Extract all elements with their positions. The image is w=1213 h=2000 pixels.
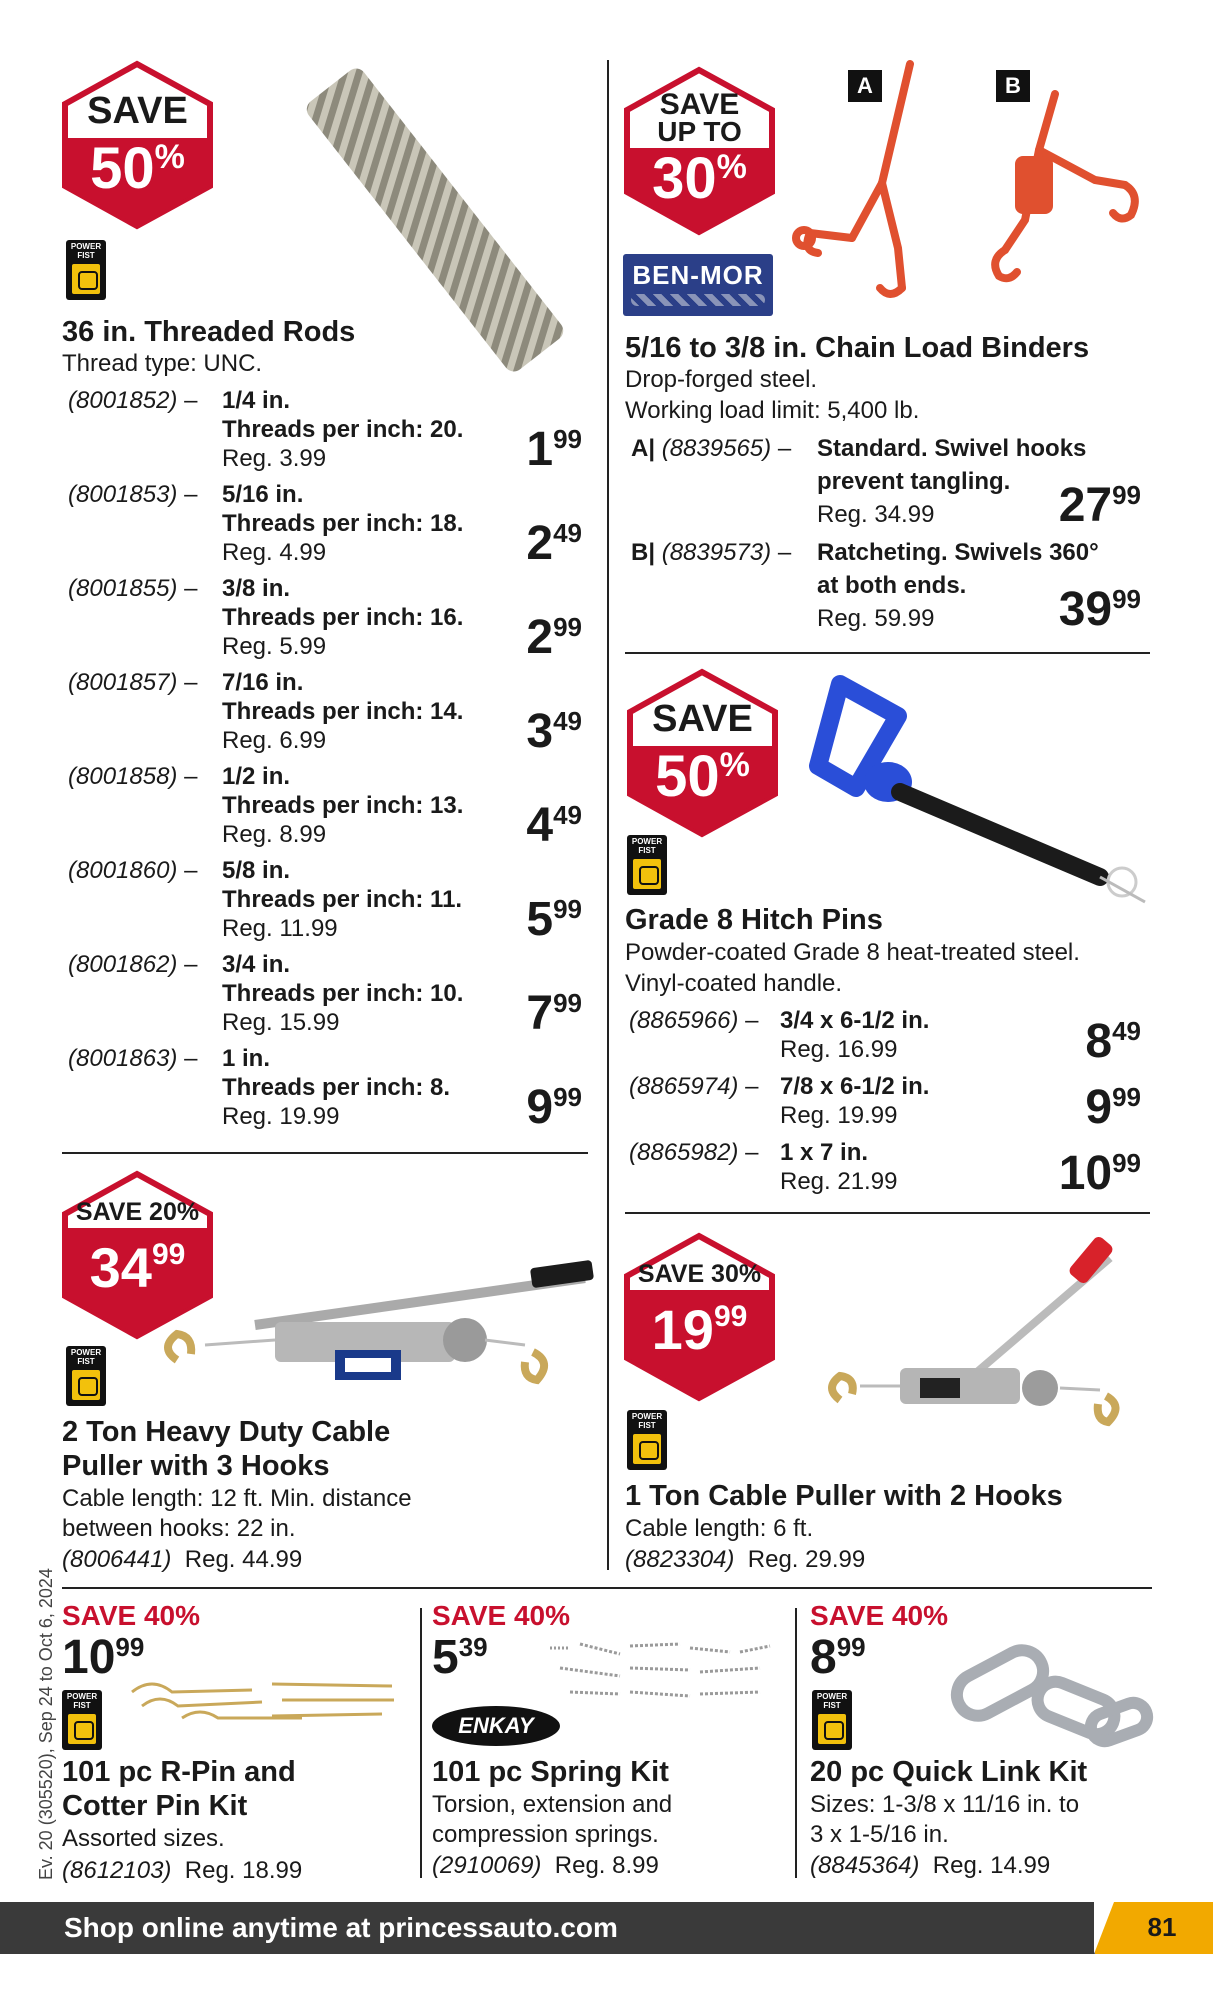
binders-line2: Working load limit: 5,400 lb. [625, 397, 920, 424]
item-desc: prevent tangling. [817, 468, 1011, 495]
dash: – [184, 575, 198, 602]
divider-rods [62, 1152, 588, 1154]
power-fist-logo: POWER FIST [66, 1346, 106, 1406]
product-subtitle-rods: Thread type: UNC. [62, 350, 263, 377]
save-badge-rods [60, 60, 215, 230]
puller2-line2: between hooks: 22 in. [62, 1515, 296, 1542]
sale-price: 199 [526, 423, 582, 476]
sku: (2910069) [432, 1852, 542, 1879]
badge-save-label: SAVE 30% [637, 1260, 762, 1288]
list-item [62, 1044, 592, 1138]
product-title-binders: 5/16 to 3/8 in. Chain Load Binders [625, 332, 1090, 364]
item-letter: B| [631, 539, 656, 566]
hitch-list [625, 1006, 1153, 1206]
binders-list [625, 434, 1153, 644]
binder-label-b: B [996, 70, 1030, 102]
sku: (8001857) [68, 669, 178, 696]
dash: – [745, 1007, 759, 1034]
threads: Threads per inch: 16. [222, 604, 464, 631]
flyer-edition-text: Ev. 20 (305520), Sep 24 to Oct 6, 2024 [36, 1568, 56, 1880]
sku: (8006441) [62, 1546, 172, 1573]
product-title-rods: 36 in. Threaded Rods [62, 316, 356, 348]
sale-price: 999 [526, 1081, 582, 1134]
badge-dollars: 19 [651, 1298, 714, 1361]
list-item [625, 1138, 1153, 1204]
divider-binders [625, 652, 1150, 654]
size: 5/8 in. [222, 857, 291, 884]
sale-price: 799 [526, 987, 582, 1040]
binder-label-a: A [848, 70, 882, 102]
product-title-2ton-line2: Puller with 3 Hooks [62, 1450, 330, 1482]
size: 7/16 in. [222, 669, 304, 696]
item-desc: at both ends. [817, 572, 967, 599]
ben-mor-logo: BEN-MOR [623, 254, 773, 316]
divider-bottom [62, 1587, 1152, 1589]
r-pin-image [122, 1672, 402, 1732]
sale-price: 1099 [1058, 1147, 1141, 1200]
dash: – [745, 1139, 759, 1166]
product-title-qlink: 20 pc Quick Link Kit [810, 1756, 1088, 1788]
column-divider [607, 60, 609, 1570]
sku: (8001852) [68, 387, 178, 414]
qlink-sku-reg [810, 1851, 1050, 1881]
badge-percent: 50 [655, 744, 720, 809]
reg-price: Reg. 19.99 [780, 1102, 898, 1129]
product-title-hitch: Grade 8 Hitch Pins [625, 904, 883, 936]
badge-percent-sign: % [154, 138, 185, 176]
sale-price: 3999 [1058, 583, 1141, 636]
list-item [62, 762, 592, 856]
reg-price: Reg. 29.99 [747, 1546, 866, 1573]
dash: – [184, 481, 198, 508]
item-desc: Standard. Swivel hooks [817, 435, 1087, 462]
power-fist-logo: POWER FIST [627, 1410, 667, 1470]
load-binder-a-image [790, 58, 940, 308]
hitch-pin-image [800, 672, 1160, 922]
reg-price: Reg. 18.99 [184, 1857, 303, 1884]
footer-bar [0, 1902, 1213, 1954]
dash: – [184, 951, 198, 978]
sale-price-spring: 539 [432, 1631, 488, 1684]
badge-percent-sign: % [716, 148, 747, 186]
save-label-rpin: SAVE 40% [62, 1600, 200, 1631]
list-item [62, 574, 592, 668]
product-title-2ton-line1: 2 Ton Heavy Duty Cable [62, 1416, 391, 1448]
puller1-sku-reg [625, 1545, 865, 1575]
size: 1 in. [222, 1045, 271, 1072]
dash: – [777, 435, 792, 462]
sku: (8001855) [68, 575, 178, 602]
price-badge-1ton [622, 1232, 777, 1402]
rods-list [62, 386, 592, 1146]
dash: – [184, 857, 198, 884]
sku: (8839573) [661, 539, 772, 566]
reg-price: Reg. 8.99 [554, 1852, 659, 1879]
sale-price-rpin: 1099 [62, 1631, 145, 1684]
product-title-rpin-line2: Cotter Pin Kit [62, 1790, 248, 1822]
size: 5/16 in. [222, 481, 304, 508]
size: 7/8 x 6-1/2 in. [780, 1073, 930, 1100]
reg-price: Reg. 34.99 [817, 501, 935, 528]
badge-percent: 30 [652, 146, 717, 211]
spring-kit-image [540, 1638, 780, 1712]
sale-price: 249 [526, 517, 582, 570]
product-title-spring: 101 pc Spring Kit [432, 1756, 669, 1788]
puller1-line1: Cable length: 6 ft. [625, 1515, 814, 1542]
power-fist-logo: POWER FIST [66, 240, 106, 300]
badge-percent-sign: % [719, 746, 750, 784]
dash: – [184, 387, 198, 414]
product-title-1ton: 1 Ton Cable Puller with 2 Hooks [625, 1480, 1063, 1512]
size: 3/4 x 6-1/2 in. [780, 1007, 930, 1034]
spring-sku-reg [432, 1851, 659, 1881]
product-title-rpin-line1: 101 pc R-Pin and [62, 1756, 296, 1788]
badge-percent: 50 [90, 136, 155, 201]
save-badge-hitch [625, 668, 780, 838]
page-number-box [1095, 1902, 1213, 1954]
badge-save-label: SAVE [659, 88, 740, 121]
sku: (8001853) [68, 481, 178, 508]
spring-line1: Torsion, extension and [432, 1791, 673, 1818]
list-item [62, 668, 592, 762]
size: 3/8 in. [222, 575, 291, 602]
puller2-sku-reg [62, 1545, 302, 1575]
badge-save-label: SAVE 20% [75, 1198, 200, 1226]
dash: – [184, 763, 198, 790]
reg-price: Reg. 8.99 [222, 821, 327, 848]
sku: (8612103) [62, 1857, 172, 1884]
sale-price: 2799 [1058, 479, 1141, 532]
badge-cents: 99 [713, 1300, 748, 1333]
sku: (8865974) [629, 1073, 739, 1100]
save-label-spring: SAVE 40% [432, 1600, 570, 1631]
reg-price: Reg. 21.99 [780, 1168, 898, 1195]
divider-bottom-1 [420, 1608, 422, 1878]
dash: – [184, 669, 198, 696]
threads: Threads per inch: 13. [222, 792, 464, 819]
sale-price: 999 [1085, 1081, 1141, 1134]
rpin-sku-reg [62, 1856, 302, 1886]
puller2-line1: Cable length: 12 ft. Min. distance [62, 1485, 412, 1512]
dash: – [184, 1045, 198, 1072]
reg-price: Reg. 6.99 [222, 727, 327, 754]
sku: (8839565) [661, 435, 772, 462]
sale-price: 449 [526, 799, 582, 852]
reg-price: Reg. 11.99 [222, 915, 338, 942]
sku: (8845364) [810, 1852, 920, 1879]
threads: Threads per inch: 20. [222, 416, 464, 443]
sku: (8823304) [625, 1546, 735, 1573]
list-item [62, 480, 592, 574]
threads: Threads per inch: 8. [222, 1074, 451, 1101]
size: 3/4 in. [222, 951, 291, 978]
cable-puller-1ton-image [810, 1228, 1150, 1458]
reg-price: Reg. 4.99 [222, 539, 327, 566]
size: 1 x 7 in. [780, 1139, 869, 1166]
power-fist-logo: POWER FIST [812, 1690, 852, 1750]
load-binder-b-image [975, 80, 1155, 300]
reg-price: Reg. 16.99 [780, 1036, 898, 1063]
list-item [625, 538, 1153, 642]
save-label-qlink: SAVE 40% [810, 1600, 948, 1631]
sale-price: 299 [526, 611, 582, 664]
power-fist-logo: POWER FIST [62, 1690, 102, 1750]
threads: Threads per inch: 10. [222, 980, 464, 1007]
sku: (8001862) [68, 951, 178, 978]
item-desc: Ratcheting. Swivels 360° [817, 539, 1099, 566]
hitch-line2: Vinyl-coated handle. [625, 970, 843, 997]
list-item [625, 1006, 1153, 1072]
spring-line2: compression springs. [432, 1821, 659, 1848]
sku: (8001860) [68, 857, 178, 884]
quick-link-image [940, 1640, 1160, 1750]
badge-dollars: 34 [89, 1236, 152, 1299]
cable-puller-2ton-image [155, 1250, 595, 1400]
reg-price: Reg. 59.99 [817, 605, 935, 632]
sale-price: 849 [1085, 1015, 1141, 1068]
threads: Threads per inch: 18. [222, 510, 464, 537]
divider-bottom-2 [795, 1608, 797, 1878]
reg-price: Reg. 44.99 [184, 1546, 303, 1573]
badge-cents: 99 [151, 1238, 186, 1271]
sku: (8865982) [629, 1139, 739, 1166]
binders-line1: Drop-forged steel. [625, 366, 818, 393]
reg-price: Reg. 3.99 [222, 445, 327, 472]
threads: Threads per inch: 11. [222, 886, 463, 913]
footer-link[interactable]: Shop online anytime at princessauto.com [64, 1912, 618, 1943]
sku: (8001858) [68, 763, 178, 790]
sale-price: 349 [526, 705, 582, 758]
sku: (8001863) [68, 1045, 178, 1072]
list-item [62, 856, 592, 950]
dash: – [777, 539, 792, 566]
reg-price: Reg. 14.99 [932, 1852, 1051, 1879]
item-letter: A| [631, 435, 656, 462]
threads: Threads per inch: 14. [222, 698, 464, 725]
reg-price: Reg. 5.99 [222, 633, 327, 660]
page-number: 81 [1147, 1912, 1177, 1942]
badge-upto-label: UP TO [657, 116, 742, 147]
sku: (8865966) [629, 1007, 739, 1034]
enkay-logo: ENKAY [432, 1706, 560, 1746]
size: 1/4 in. [222, 387, 291, 414]
sale-price: 599 [526, 893, 582, 946]
size: 1/2 in. [222, 763, 291, 790]
hitch-line1: Powder-coated Grade 8 heat-treated steel. [625, 939, 1080, 966]
qlink-line1: Sizes: 1-3/8 x 11/16 in. to [810, 1791, 1080, 1818]
save-badge-binders [622, 66, 777, 236]
divider-hitch [625, 1212, 1150, 1214]
badge-save-label: SAVE [87, 90, 188, 132]
rpin-line1: Assorted sizes. [62, 1825, 225, 1852]
list-item [625, 1072, 1153, 1138]
badge-save-label: SAVE [652, 698, 753, 740]
reg-price: Reg. 15.99 [222, 1009, 340, 1036]
list-item [625, 434, 1153, 538]
sale-price-qlink: 899 [810, 1631, 866, 1684]
qlink-line2: 3 x 1-5/16 in. [810, 1821, 949, 1848]
reg-price: Reg. 19.99 [222, 1103, 340, 1130]
dash: – [745, 1073, 759, 1100]
power-fist-logo: POWER FIST [627, 835, 667, 895]
list-item [62, 950, 592, 1044]
list-item [62, 386, 592, 480]
